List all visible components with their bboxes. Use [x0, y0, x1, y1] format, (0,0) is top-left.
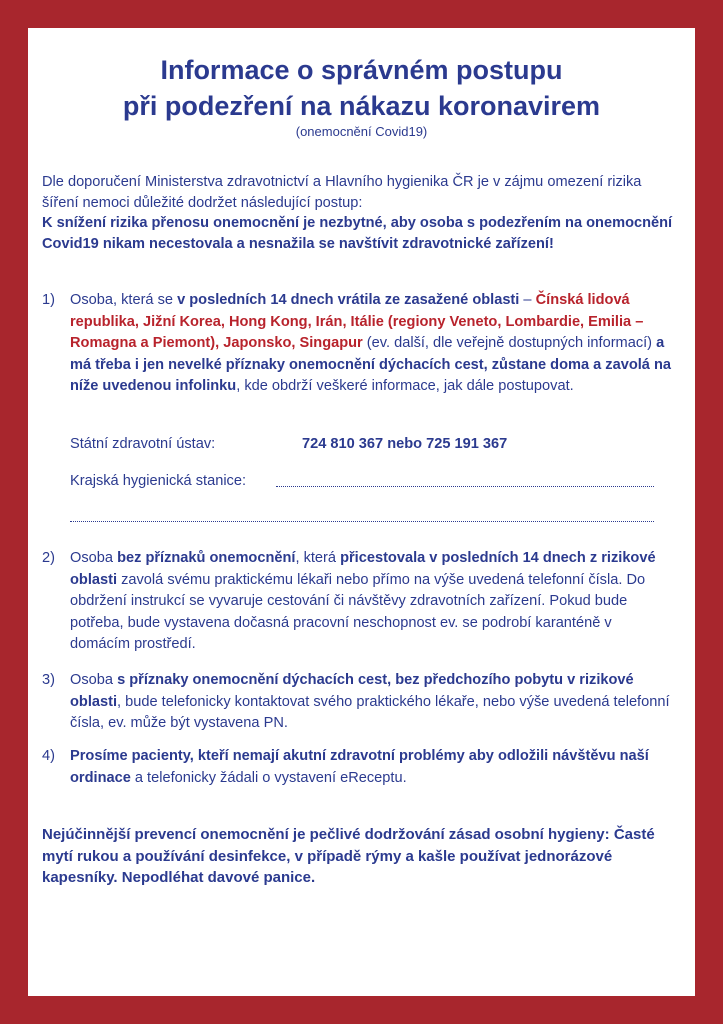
- khs-fill-line: [276, 485, 654, 487]
- text-span: Osoba: [70, 550, 118, 566]
- text-span-bold: bez příznaků onemocnění: [117, 550, 296, 566]
- szu-label: Státní zdravotní ústav:: [70, 436, 216, 452]
- text-span-red: Čínská lidová republika, Jižní Korea, Hong Kong, Irán, Itálie (regiony Veneto, Lombardie, Emilia – Romagna a Piemont), Japonsko, Singapur: [70, 292, 644, 351]
- page-title: [28, 52, 695, 124]
- item-text: [70, 746, 675, 789]
- text-span-bold: s příznaky onemocnění dýchacích cest, bez předchozího pobytu v rizikové oblasti: [70, 672, 634, 710]
- item-number: 2): [42, 550, 55, 566]
- khs-fill-line-2: [70, 520, 654, 522]
- intro-warning: K snížení rizika přenosu onemocnění je nezbytné, aby osoba s podezřením na onemocnění Covid19 nikam necestovala a nesnažila se navštívit zdravotnické zařízení!: [42, 215, 673, 252]
- page-subtitle: (onemocnění Covid19): [295, 124, 428, 139]
- hygiene-footer: Nejúčinnější prevencí onemocnění je pečlivé dodržování zásad osobní hygieny: Časté mytí rukou a používání desinfekce, v případě rýmy a kašle používat jednorázové kapesníky. Nepodléhat davové panice.: [42, 826, 655, 886]
- list-item-2: [42, 548, 675, 656]
- item-text: [70, 548, 675, 656]
- title-line-2: při podezření na nákazu koronavirem: [122, 91, 601, 121]
- item-text: [70, 670, 675, 735]
- list-item-3: [42, 670, 675, 735]
- text-span-bold: v posledních 14 dnech vrátila ze zasažené oblasti: [177, 292, 520, 308]
- khs-label: Krajská hygienická stanice:: [70, 473, 247, 489]
- item-text: [70, 290, 675, 398]
- title-line-1: Informace o správném postupu: [160, 55, 563, 85]
- text-span: –: [519, 292, 536, 308]
- notice-sheet: [28, 28, 695, 996]
- text-span: Osoba, která se: [70, 292, 178, 308]
- item-number: 3): [42, 672, 55, 688]
- intro: [42, 172, 675, 254]
- text-span-bold: přicestovala v posledních 14 dnech z rizikové oblasti: [70, 550, 656, 588]
- text-span-bold: a má třeba i jen nevelké příznaky onemocnění dýchacích cest, zůstane doma a zavolá na níže uvedenou infolinku: [70, 335, 672, 394]
- szu-phone: 724 810 367 nebo 725 191 367: [302, 436, 508, 452]
- text-span: (ev. další, dle veřejně dostupných informací): [362, 335, 657, 351]
- list-item-1: [42, 290, 675, 398]
- text-span: , bude telefonicky kontaktovat svého praktického lékaře, nebo výše uvedená telefonní čísla, ev. může být vystavena PN.: [70, 693, 670, 731]
- item-number: 4): [42, 748, 55, 764]
- text-span: , která: [295, 550, 341, 566]
- list-item-4: [42, 746, 675, 789]
- item-number: 1): [42, 292, 55, 308]
- text-span: , kde obdrží veškeré informace, jak dále postupovat.: [236, 378, 574, 394]
- text-span: a telefonicky žádali o vystavení eReceptu.: [130, 769, 407, 786]
- text-span-bold: Prosíme pacienty, kteří nemají akutní zdravotní problémy aby odložili návštěvu naší ordinace: [70, 748, 649, 786]
- text-span: zavolá svému praktickému lékaři nebo přímo na výše uvedená telefonní čísla. Do obdržení instrukcí se vyvaruje cestování či návštěvy zdravotních zařízení. Pokud bude potřeba, bude vystavena dočasná pracovní neschopnost ev. se podrobí karanténě v domácím prostředí.: [70, 571, 646, 652]
- text-span: Osoba: [70, 672, 118, 688]
- intro-paragraph: Dle doporučení Ministerstva zdravotnictví a Hlavního hygienika ČR je v zájmu omezení rizika šíření nemoci důležité dodržet následující postup:: [42, 174, 642, 211]
